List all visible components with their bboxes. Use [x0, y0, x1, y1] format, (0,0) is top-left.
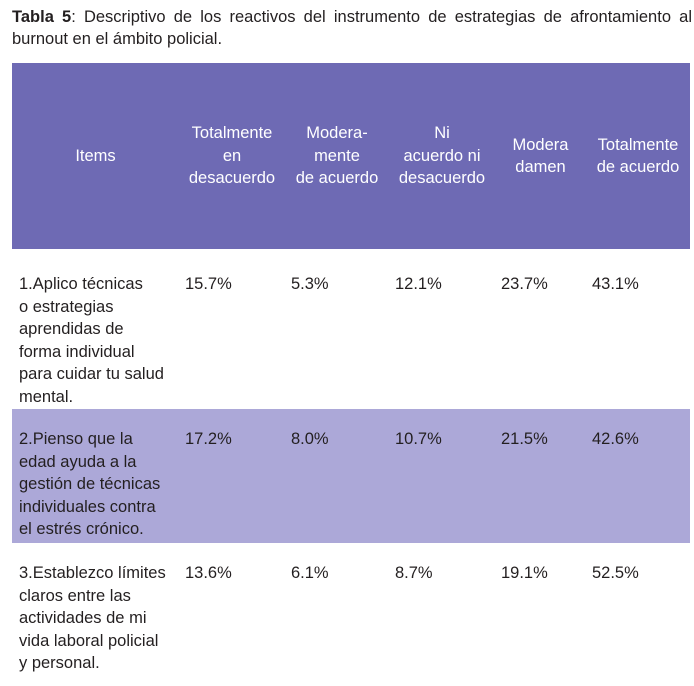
- item-line: 2.Pienso que la: [19, 430, 133, 448]
- value-cell: 52.5%: [592, 564, 639, 582]
- header-line: Modera-: [306, 124, 368, 143]
- header-line: mente: [314, 146, 360, 165]
- value-cell: 17.2%: [185, 430, 232, 448]
- header-line: en: [222, 146, 242, 165]
- item-line: el estrés crónico.: [19, 520, 144, 538]
- header-row: [12, 63, 690, 249]
- header-line: desacuerdo: [188, 169, 276, 188]
- value-cell: 12.1%: [395, 275, 442, 293]
- header-line: acuerdo ni: [403, 146, 481, 165]
- item-cell: [12, 249, 179, 409]
- item-line: o estrategias: [19, 297, 114, 316]
- item-line: claros entre las: [19, 586, 131, 605]
- table-row: [12, 543, 690, 681]
- item-line: edad ayuda a la: [19, 452, 137, 471]
- header-line: Modera: [512, 135, 569, 154]
- strategies-table: [12, 63, 690, 681]
- value-cell: 23.7%: [501, 275, 548, 293]
- item-line: gestión de técnicas: [19, 475, 161, 493]
- caption-label: Tabla 5: [12, 8, 72, 26]
- header-totalmente-desacuerdo: [179, 63, 285, 249]
- header-line: desacuerdo: [398, 169, 486, 188]
- item-cell: [12, 543, 179, 681]
- item-line: mental.: [19, 387, 74, 406]
- header-line: Ni: [434, 124, 450, 143]
- item-line: para cuidar tu salud: [19, 365, 164, 383]
- value-cell: 19.1%: [501, 564, 548, 582]
- item-line: y personal.: [19, 654, 100, 672]
- item-line: actividades de mi: [19, 609, 147, 627]
- value-cell: 10.7%: [395, 430, 442, 448]
- header-line: Totalmente: [191, 124, 273, 143]
- value-cell: 8.0%: [291, 430, 329, 448]
- item-line: forma individual: [19, 342, 135, 361]
- header-items: [12, 63, 179, 249]
- value-cell: 42.6%: [592, 430, 639, 448]
- value-cell: 6.1%: [291, 564, 329, 582]
- item-line: 1.Aplico técnicas: [19, 275, 143, 293]
- value-cell: 5.3%: [291, 275, 329, 293]
- header-totalmente-acuerdo: [586, 63, 690, 249]
- table-caption: [12, 6, 692, 50]
- value-cell: 21.5%: [501, 430, 548, 448]
- header-moderadamente-acuerdo: [285, 63, 389, 249]
- table-row: [12, 249, 690, 409]
- header-moderadamente: [495, 63, 586, 249]
- value-cell: 8.7%: [395, 564, 433, 582]
- value-cell: 15.7%: [185, 275, 232, 293]
- caption-text: : Descriptivo de los reactivos del instrumento de estrategias de afrontamiento al burnout en el ámbito policial.: [12, 8, 692, 48]
- item-line: aprendidas de: [19, 320, 124, 338]
- item-cell: [12, 409, 179, 543]
- item-line: vida laboral policial: [19, 631, 159, 650]
- item-line: 3.Establezco límites: [19, 564, 166, 582]
- header-line: de acuerdo: [295, 169, 379, 188]
- item-line: individuales contra: [19, 497, 156, 516]
- value-cell: 43.1%: [592, 275, 639, 293]
- header-line: Items: [75, 146, 116, 165]
- header-line: de acuerdo: [596, 158, 680, 176]
- value-cell: 13.6%: [185, 564, 232, 582]
- table-row: [12, 409, 690, 543]
- header-line: damen: [515, 158, 566, 176]
- header-ni-acuerdo-ni-desacuerdo: [389, 63, 495, 249]
- header-line: Totalmente: [597, 135, 679, 154]
